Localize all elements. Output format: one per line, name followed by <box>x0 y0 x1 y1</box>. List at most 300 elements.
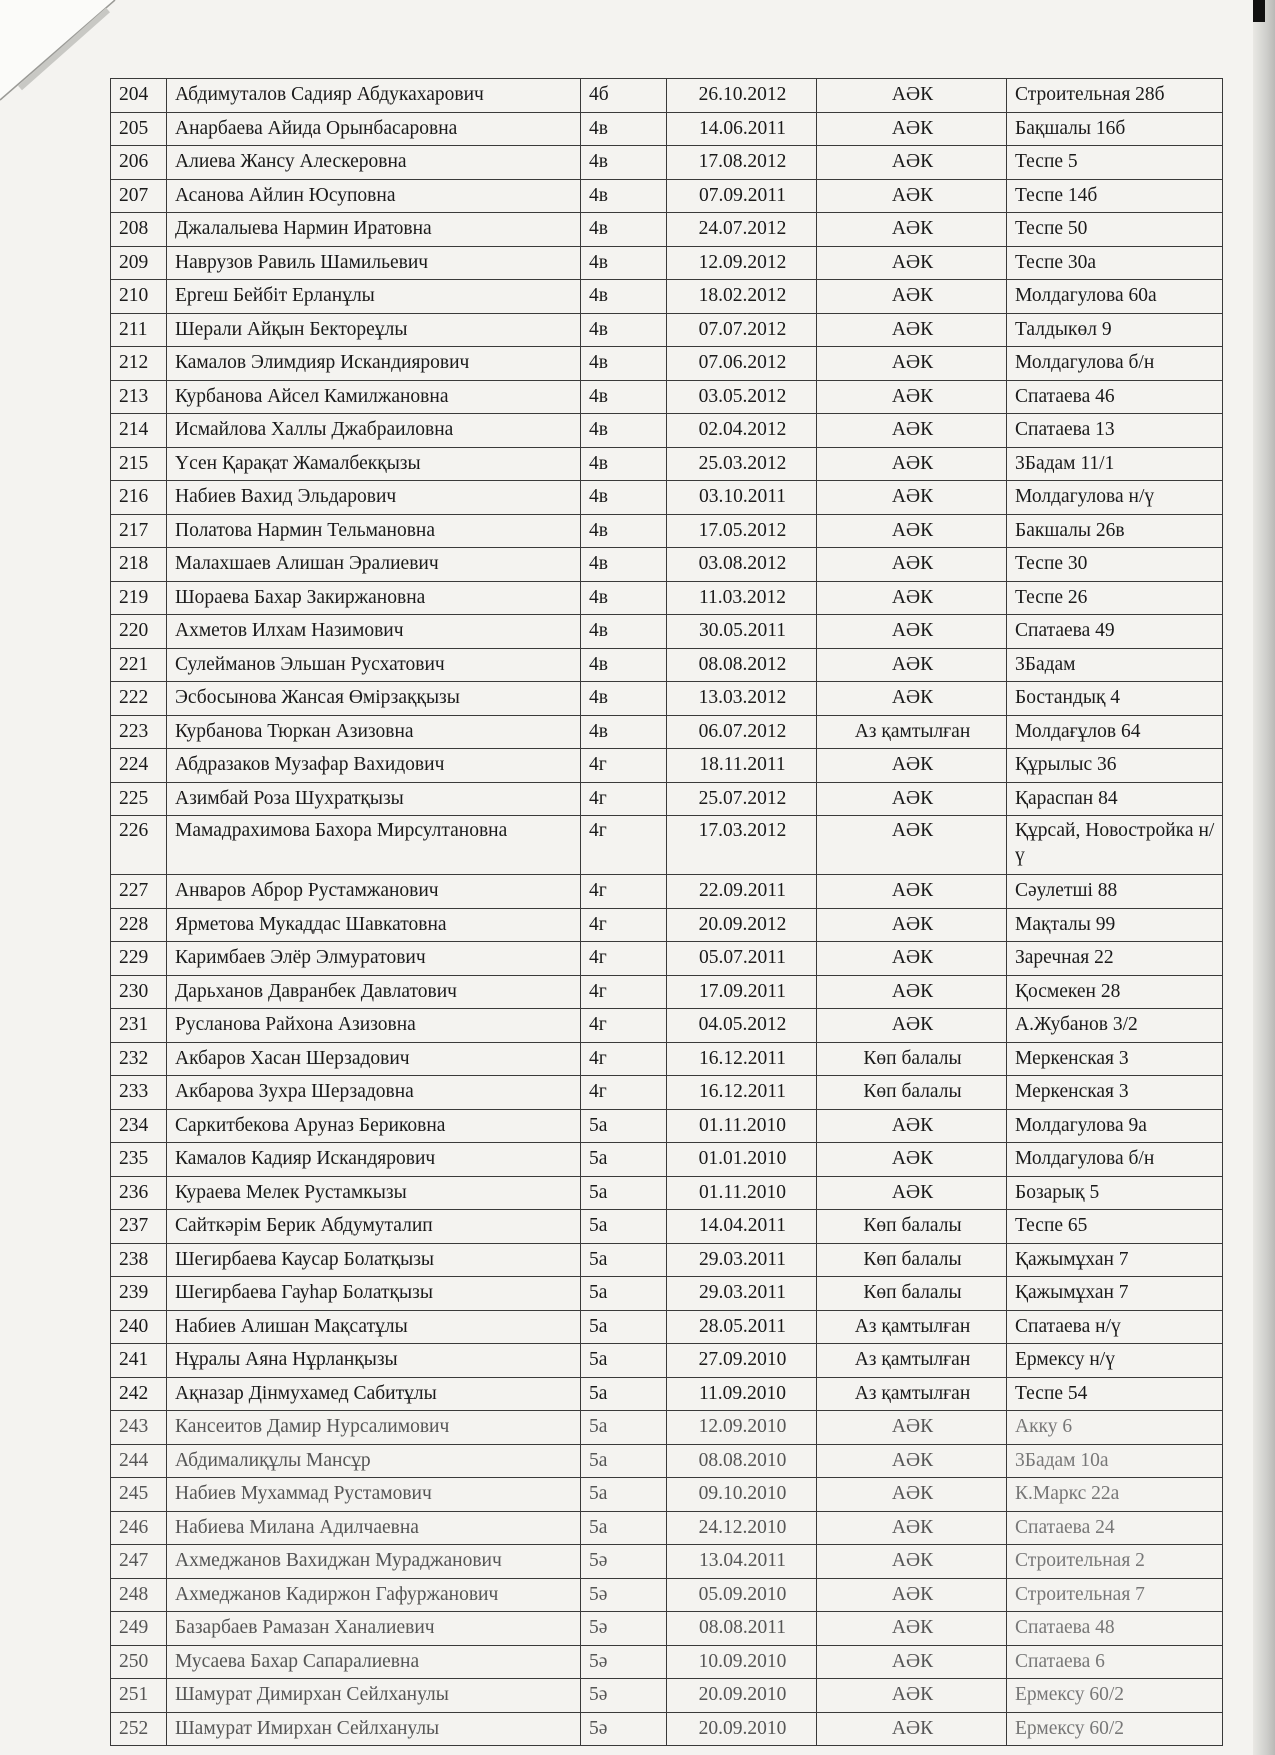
home-address: Бозарық 5 <box>1007 1176 1223 1210</box>
social-status: АӘК <box>817 179 1007 213</box>
row-number: 213 <box>111 380 167 414</box>
home-address: Бақшалы 16б <box>1007 112 1223 146</box>
table-row <box>111 514 1223 548</box>
social-status: Аз қамтылған <box>817 1377 1007 1411</box>
home-address: Теспе 65 <box>1007 1210 1223 1244</box>
student-name: Анарбаева Айида Орынбасаровна <box>167 112 581 146</box>
student-name: Сайткәрім Берик Абдумуталип <box>167 1210 581 1244</box>
student-roster-table <box>110 78 1223 1746</box>
home-address: Молдагулова н/ү <box>1007 481 1223 515</box>
row-number: 234 <box>111 1109 167 1143</box>
home-address: 3Бадам 10а <box>1007 1444 1223 1478</box>
row-number: 214 <box>111 414 167 448</box>
class-grade: 5а <box>581 1310 667 1344</box>
row-number: 208 <box>111 213 167 247</box>
social-status: АӘК <box>817 942 1007 976</box>
home-address: Қосмекен 28 <box>1007 975 1223 1009</box>
class-grade: 5ә <box>581 1712 667 1746</box>
birth-date: 22.09.2011 <box>667 875 817 909</box>
class-grade: 5а <box>581 1277 667 1311</box>
class-grade: 4в <box>581 313 667 347</box>
home-address: Талдыкөл 9 <box>1007 313 1223 347</box>
home-address: Спатаева 13 <box>1007 414 1223 448</box>
birth-date: 18.02.2012 <box>667 280 817 314</box>
row-number: 246 <box>111 1511 167 1545</box>
social-status: АӘК <box>817 1444 1007 1478</box>
home-address: Құрылыс 36 <box>1007 749 1223 783</box>
student-name: Ақназар Дінмухамед Сабитұлы <box>167 1377 581 1411</box>
birth-date: 07.09.2011 <box>667 179 817 213</box>
student-name: Дарьханов Давранбек Давлатович <box>167 975 581 1009</box>
home-address: Ермексу 60/2 <box>1007 1679 1223 1713</box>
home-address: К.Маркс 22а <box>1007 1478 1223 1512</box>
class-grade: 4г <box>581 816 667 875</box>
table-row <box>111 715 1223 749</box>
table-row <box>111 942 1223 976</box>
class-grade: 5а <box>581 1377 667 1411</box>
home-address: Спатаева 46 <box>1007 380 1223 414</box>
home-address: Теспе 5 <box>1007 146 1223 180</box>
home-address: Спатаева 6 <box>1007 1645 1223 1679</box>
birth-date: 29.03.2011 <box>667 1243 817 1277</box>
social-status: Көп балалы <box>817 1243 1007 1277</box>
table-row <box>111 112 1223 146</box>
class-grade: 5а <box>581 1344 667 1378</box>
birth-date: 30.05.2011 <box>667 615 817 649</box>
class-grade: 4г <box>581 875 667 909</box>
social-status: АӘК <box>817 79 1007 113</box>
class-grade: 5ә <box>581 1578 667 1612</box>
student-name: Мамадрахимова Бахора Мирсултановна <box>167 816 581 875</box>
social-status: АӘК <box>817 112 1007 146</box>
row-number: 245 <box>111 1478 167 1512</box>
class-grade: 4г <box>581 1042 667 1076</box>
table-row <box>111 682 1223 716</box>
home-address: Қажымұхан 7 <box>1007 1243 1223 1277</box>
row-number: 212 <box>111 347 167 381</box>
social-status: АӘК <box>817 1679 1007 1713</box>
birth-date: 24.07.2012 <box>667 213 817 247</box>
table-row <box>111 1076 1223 1110</box>
row-number: 219 <box>111 581 167 615</box>
home-address: Молдагулова 9а <box>1007 1109 1223 1143</box>
social-status: АӘК <box>817 782 1007 816</box>
student-name: Алиева Жансу Алескеровна <box>167 146 581 180</box>
student-name: Ахметов Илхам Назимович <box>167 615 581 649</box>
row-number: 221 <box>111 648 167 682</box>
student-name: Мусаева Бахар Сапаралиевна <box>167 1645 581 1679</box>
class-grade: 5ә <box>581 1679 667 1713</box>
student-name: Ергеш Бейбіт Ерланұлы <box>167 280 581 314</box>
social-status: Көп балалы <box>817 1076 1007 1110</box>
social-status: Аз қамтылған <box>817 715 1007 749</box>
class-grade: 4б <box>581 79 667 113</box>
social-status: АӘК <box>817 1176 1007 1210</box>
table-row <box>111 1712 1223 1746</box>
class-grade: 5ә <box>581 1645 667 1679</box>
social-status: Көп балалы <box>817 1042 1007 1076</box>
birth-date: 18.11.2011 <box>667 749 817 783</box>
row-number: 207 <box>111 179 167 213</box>
class-grade: 4г <box>581 782 667 816</box>
social-status: АӘК <box>817 875 1007 909</box>
table-row <box>111 1511 1223 1545</box>
row-number: 238 <box>111 1243 167 1277</box>
table-row <box>111 1578 1223 1612</box>
class-grade: 4в <box>581 213 667 247</box>
social-status: Көп балалы <box>817 1210 1007 1244</box>
student-name: Асанова Айлин Юсуповна <box>167 179 581 213</box>
student-name: Набиев Вахид Эльдарович <box>167 481 581 515</box>
table-row <box>111 749 1223 783</box>
birth-date: 08.08.2011 <box>667 1612 817 1646</box>
home-address: Құрсай, Новостройка н/ү <box>1007 816 1223 875</box>
social-status: АӘК <box>817 615 1007 649</box>
class-grade: 5а <box>581 1444 667 1478</box>
social-status: АӘК <box>817 1511 1007 1545</box>
social-status: АӘК <box>817 146 1007 180</box>
row-number: 247 <box>111 1545 167 1579</box>
birth-date: 14.06.2011 <box>667 112 817 146</box>
birth-date: 29.03.2011 <box>667 1277 817 1311</box>
birth-date: 03.05.2012 <box>667 380 817 414</box>
class-grade: 5ә <box>581 1545 667 1579</box>
table-row <box>111 1344 1223 1378</box>
birth-date: 08.08.2012 <box>667 648 817 682</box>
class-grade: 4в <box>581 179 667 213</box>
birth-date: 03.10.2011 <box>667 481 817 515</box>
student-name: Кансеитов Дамир Нурсалимович <box>167 1411 581 1445</box>
student-name: Камалов Элимдияр Искандиярович <box>167 347 581 381</box>
class-grade: 5ә <box>581 1612 667 1646</box>
row-number: 239 <box>111 1277 167 1311</box>
table-row <box>111 1243 1223 1277</box>
table-row <box>111 1143 1223 1177</box>
birth-date: 17.09.2011 <box>667 975 817 1009</box>
home-address: Мақталы 99 <box>1007 908 1223 942</box>
scan-corner <box>1253 0 1265 22</box>
class-grade: 5а <box>581 1143 667 1177</box>
class-grade: 4в <box>581 414 667 448</box>
student-name: Ахмеджанов Вахиджан Мураджанович <box>167 1545 581 1579</box>
class-grade: 4г <box>581 1076 667 1110</box>
social-status: АӘК <box>817 347 1007 381</box>
class-grade: 4г <box>581 908 667 942</box>
row-number: 244 <box>111 1444 167 1478</box>
home-address: Ермексу н/ү <box>1007 1344 1223 1378</box>
student-name: Шамурат Имирхан Сейлханулы <box>167 1712 581 1746</box>
student-name: Акбаров Хасан Шерзадович <box>167 1042 581 1076</box>
table-row <box>111 816 1223 875</box>
student-name: Каримбаев Элёр Элмуратович <box>167 942 581 976</box>
student-name: Курбанова Айсел Камилжановна <box>167 380 581 414</box>
student-name: Саркитбекова Аруназ Бериковна <box>167 1109 581 1143</box>
birth-date: 12.09.2010 <box>667 1411 817 1445</box>
row-number: 251 <box>111 1679 167 1713</box>
student-name: Камалов Кадияр Искандярович <box>167 1143 581 1177</box>
table-row <box>111 1176 1223 1210</box>
home-address: Теспе 50 <box>1007 213 1223 247</box>
social-status: АӘК <box>817 548 1007 582</box>
row-number: 236 <box>111 1176 167 1210</box>
home-address: Строительная 2 <box>1007 1545 1223 1579</box>
table-row <box>111 246 1223 280</box>
student-name: Наврузов Равиль Шамильевич <box>167 246 581 280</box>
birth-date: 16.12.2011 <box>667 1042 817 1076</box>
social-status: АӘК <box>817 975 1007 1009</box>
student-name: Набиева Милана Адилчаевна <box>167 1511 581 1545</box>
table-row <box>111 1310 1223 1344</box>
social-status: АӘК <box>817 380 1007 414</box>
social-status: Аз қамтылған <box>817 1310 1007 1344</box>
birth-date: 07.07.2012 <box>667 313 817 347</box>
row-number: 206 <box>111 146 167 180</box>
table-row <box>111 548 1223 582</box>
class-grade: 4в <box>581 380 667 414</box>
table-row <box>111 1478 1223 1512</box>
row-number: 241 <box>111 1344 167 1378</box>
birth-date: 13.04.2011 <box>667 1545 817 1579</box>
row-number: 252 <box>111 1712 167 1746</box>
row-number: 240 <box>111 1310 167 1344</box>
table-row <box>111 1109 1223 1143</box>
class-grade: 4в <box>581 280 667 314</box>
home-address: Спатаева 48 <box>1007 1612 1223 1646</box>
birth-date: 25.03.2012 <box>667 447 817 481</box>
home-address: Спатаева 24 <box>1007 1511 1223 1545</box>
student-name: Русланова Райхона Азизовна <box>167 1009 581 1043</box>
birth-date: 14.04.2011 <box>667 1210 817 1244</box>
home-address: Теспе 54 <box>1007 1377 1223 1411</box>
home-address: Строительная 28б <box>1007 79 1223 113</box>
birth-date: 24.12.2010 <box>667 1511 817 1545</box>
home-address: Теспе 30 <box>1007 548 1223 582</box>
home-address: Меркенская 3 <box>1007 1042 1223 1076</box>
social-status: АӘК <box>817 749 1007 783</box>
birth-date: 20.09.2010 <box>667 1679 817 1713</box>
home-address: 3Бадам <box>1007 648 1223 682</box>
class-grade: 4в <box>581 514 667 548</box>
class-grade: 4в <box>581 648 667 682</box>
home-address: А.Жубанов 3/2 <box>1007 1009 1223 1043</box>
class-grade: 4г <box>581 749 667 783</box>
row-number: 218 <box>111 548 167 582</box>
home-address: Теспе 14б <box>1007 179 1223 213</box>
social-status: АӘК <box>817 481 1007 515</box>
row-number: 209 <box>111 246 167 280</box>
birth-date: 01.01.2010 <box>667 1143 817 1177</box>
table-row <box>111 1042 1223 1076</box>
class-grade: 5а <box>581 1176 667 1210</box>
table-row <box>111 1277 1223 1311</box>
class-grade: 5а <box>581 1243 667 1277</box>
class-grade: 4в <box>581 146 667 180</box>
class-grade: 5а <box>581 1478 667 1512</box>
row-number: 226 <box>111 816 167 875</box>
table-row <box>111 481 1223 515</box>
row-number: 205 <box>111 112 167 146</box>
social-status: АӘК <box>817 1578 1007 1612</box>
student-name: Шораева Бахар Закиржановна <box>167 581 581 615</box>
student-name: Абдималиқұлы Мансұр <box>167 1444 581 1478</box>
class-grade: 4в <box>581 715 667 749</box>
birth-date: 04.05.2012 <box>667 1009 817 1043</box>
row-number: 230 <box>111 975 167 1009</box>
table-row <box>111 414 1223 448</box>
class-grade: 4в <box>581 447 667 481</box>
row-number: 231 <box>111 1009 167 1043</box>
row-number: 242 <box>111 1377 167 1411</box>
home-address: Ермексу 60/2 <box>1007 1712 1223 1746</box>
birth-date: 11.09.2010 <box>667 1377 817 1411</box>
birth-date: 27.09.2010 <box>667 1344 817 1378</box>
student-name: Үсен Қарақат Жамалбекқызы <box>167 447 581 481</box>
birth-date: 03.08.2012 <box>667 548 817 582</box>
class-grade: 4в <box>581 112 667 146</box>
table-row <box>111 313 1223 347</box>
student-name: Ярметова Мукаддас Шавкатовна <box>167 908 581 942</box>
table-row <box>111 1645 1223 1679</box>
home-address: Молдагулова 60а <box>1007 280 1223 314</box>
table-row <box>111 875 1223 909</box>
social-status: АӘК <box>817 1009 1007 1043</box>
birth-date: 08.08.2010 <box>667 1444 817 1478</box>
student-name: Малахшаев Алишан Эралиевич <box>167 548 581 582</box>
table-row <box>111 1377 1223 1411</box>
table-row <box>111 447 1223 481</box>
social-status: АӘК <box>817 1143 1007 1177</box>
student-name: Полатова Нармин Тельмановна <box>167 514 581 548</box>
table-row <box>111 79 1223 113</box>
home-address: Акку 6 <box>1007 1411 1223 1445</box>
home-address: Молдагулова б/н <box>1007 347 1223 381</box>
table-row <box>111 1210 1223 1244</box>
birth-date: 25.07.2012 <box>667 782 817 816</box>
social-status: АӘК <box>817 682 1007 716</box>
table-row <box>111 581 1223 615</box>
table-row <box>111 615 1223 649</box>
student-name: Анваров Аброр Рустамжанович <box>167 875 581 909</box>
row-number: 232 <box>111 1042 167 1076</box>
class-grade: 4в <box>581 246 667 280</box>
birth-date: 16.12.2011 <box>667 1076 817 1110</box>
birth-date: 01.11.2010 <box>667 1176 817 1210</box>
class-grade: 4в <box>581 682 667 716</box>
social-status: АӘК <box>817 1645 1007 1679</box>
class-grade: 5а <box>581 1210 667 1244</box>
birth-date: 12.09.2012 <box>667 246 817 280</box>
student-name: Абдразаков Музафар Вахидович <box>167 749 581 783</box>
student-name: Сулейманов Эльшан Русхатович <box>167 648 581 682</box>
row-number: 229 <box>111 942 167 976</box>
class-grade: 5а <box>581 1511 667 1545</box>
class-grade: 4в <box>581 347 667 381</box>
student-name: Джалалыева Нармин Иратовна <box>167 213 581 247</box>
table-row <box>111 1545 1223 1579</box>
birth-date: 09.10.2010 <box>667 1478 817 1512</box>
row-number: 237 <box>111 1210 167 1244</box>
social-status: АӘК <box>817 1411 1007 1445</box>
student-name: Набиев Мухаммад Рустамович <box>167 1478 581 1512</box>
home-address: Бакшалы 26в <box>1007 514 1223 548</box>
row-number: 249 <box>111 1612 167 1646</box>
social-status: АӘК <box>817 246 1007 280</box>
student-name: Кураева Мелек Рустамкызы <box>167 1176 581 1210</box>
social-status: АӘК <box>817 280 1007 314</box>
table-row <box>111 1679 1223 1713</box>
student-name: Шамурат Димирхан Сейлханулы <box>167 1679 581 1713</box>
student-name: Курбанова Тюркан Азизовна <box>167 715 581 749</box>
birth-date: 17.03.2012 <box>667 816 817 875</box>
table-row <box>111 648 1223 682</box>
row-number: 243 <box>111 1411 167 1445</box>
row-number: 233 <box>111 1076 167 1110</box>
student-name: Набиев Алишан Мақсатұлы <box>167 1310 581 1344</box>
row-number: 224 <box>111 749 167 783</box>
birth-date: 11.03.2012 <box>667 581 817 615</box>
table-row <box>111 1411 1223 1445</box>
student-name: Нұралы Аяна Нұрланқызы <box>167 1344 581 1378</box>
class-grade: 4в <box>581 581 667 615</box>
social-status: АӘК <box>817 414 1007 448</box>
student-name: Акбарова Зухра Шерзадовна <box>167 1076 581 1110</box>
row-number: 248 <box>111 1578 167 1612</box>
birth-date: 17.05.2012 <box>667 514 817 548</box>
row-number: 250 <box>111 1645 167 1679</box>
table-row <box>111 146 1223 180</box>
row-number: 228 <box>111 908 167 942</box>
student-name: Шегирбаева Каусар Болатқызы <box>167 1243 581 1277</box>
social-status: Аз қамтылған <box>817 1344 1007 1378</box>
birth-date: 13.03.2012 <box>667 682 817 716</box>
birth-date: 28.05.2011 <box>667 1310 817 1344</box>
social-status: АӘК <box>817 1712 1007 1746</box>
row-number: 222 <box>111 682 167 716</box>
class-grade: 5а <box>581 1411 667 1445</box>
birth-date: 20.09.2012 <box>667 908 817 942</box>
class-grade: 4в <box>581 615 667 649</box>
roster-body <box>111 79 1223 1746</box>
class-grade: 5а <box>581 1109 667 1143</box>
home-address: Молдағұлов 64 <box>1007 715 1223 749</box>
table-row <box>111 280 1223 314</box>
table-row <box>111 1612 1223 1646</box>
social-status: АӘК <box>817 581 1007 615</box>
row-number: 225 <box>111 782 167 816</box>
table-row <box>111 347 1223 381</box>
home-address: Бостандық 4 <box>1007 682 1223 716</box>
table-row <box>111 782 1223 816</box>
student-name: Азимбай Роза Шухратқызы <box>167 782 581 816</box>
home-address: Қараспан 84 <box>1007 782 1223 816</box>
birth-date: 07.06.2012 <box>667 347 817 381</box>
home-address: Қажымұхан 7 <box>1007 1277 1223 1311</box>
class-grade: 4г <box>581 975 667 1009</box>
social-status: Көп балалы <box>817 1277 1007 1311</box>
student-name: Шегирбаева Гауһар Болатқызы <box>167 1277 581 1311</box>
home-address: Спатаева 49 <box>1007 615 1223 649</box>
social-status: АӘК <box>817 213 1007 247</box>
social-status: АӘК <box>817 313 1007 347</box>
home-address: Строительная 7 <box>1007 1578 1223 1612</box>
table-row <box>111 975 1223 1009</box>
social-status: АӘК <box>817 908 1007 942</box>
table-row <box>111 213 1223 247</box>
social-status: АӘК <box>817 514 1007 548</box>
student-name: Ахмеджанов Кадиржон Гафуржанович <box>167 1578 581 1612</box>
table-row <box>111 380 1223 414</box>
home-address: Спатаева н/ү <box>1007 1310 1223 1344</box>
